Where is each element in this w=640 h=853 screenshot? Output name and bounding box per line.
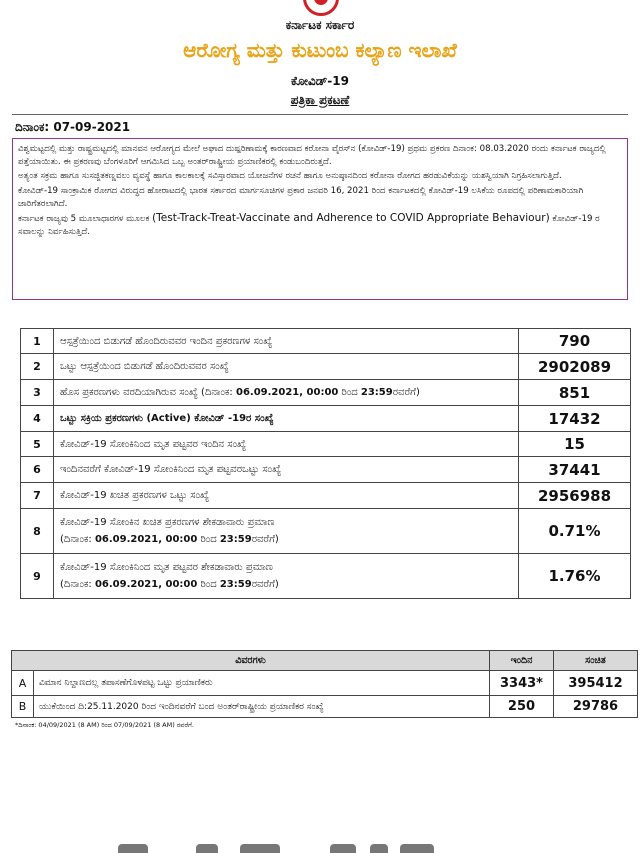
table-row: [21, 457, 631, 483]
row-letter: B: [12, 696, 34, 718]
header-divider: [12, 114, 628, 115]
karnataka-emblem-icon: [300, 0, 342, 18]
row-number: 4: [21, 406, 54, 432]
row-description: [54, 380, 519, 406]
row-description: ಕೋವಿಡ್-19 ಖಚಿತ ಪ್ರಕರಣಗಳ ಒಟ್ಟು ಸಂಖ್ಯೆ: [54, 483, 519, 509]
row-number: 6: [21, 457, 54, 483]
row-value: 37441: [519, 457, 631, 483]
desc-subline: [60, 531, 512, 548]
footnote: *ದಿನಾಂಕ: 04/09/2021 (8 AM) ರಿಂದ 07/09/2021 (8 AM) ರವರೆಗೆ.: [15, 721, 194, 729]
intro-paragraph-4: [18, 212, 622, 239]
desc-part: ಹೊಸ ಪ್ರಕರಣಗಳು ವರದಿಯಾಗಿರುವ ಸಂಖ್ಯೆ (ದಿನಾಂಕ:: [60, 387, 236, 398]
desc-part: ರವರೆಗೆ): [251, 534, 279, 545]
table-row: [21, 380, 631, 406]
desc-bold: 23:59: [219, 579, 252, 590]
table-row: [21, 406, 631, 432]
header-cumulative: ಸಂಚಿತ: [554, 651, 638, 671]
row-cumulative: 29786: [554, 696, 638, 718]
press-release-title: ಪತ್ರಿಕಾ ಪ್ರಕಟಣೆ: [290, 93, 350, 107]
row-letter: A: [12, 671, 34, 696]
desc-bold: 06.09.2021, 00:00: [94, 534, 198, 545]
table-row: [21, 483, 631, 509]
table-row: [21, 432, 631, 457]
header-today: ಇಂದಿನ: [490, 651, 554, 671]
desc-line: ಕೋವಿಡ್-19 ಸೋಂಕಿನಿಂದ ಮೃತ ಪಟ್ಟವರ ಶೇಕಡಾವಾರು ಪ್ರಮಾಣ: [60, 562, 273, 573]
intro-p4-english: (Test-Track-Treat-Vaccinate and Adherence to COVID Appropriate Behaviour): [152, 212, 550, 225]
intro-paragraph-3: ಕೋವಿಡ್-19 ಸಾಂಕ್ರಾಮಿಕ ರೋಗದ ವಿರುದ್ಧದ ಹೋರಾಟದಲ್ಲಿ ಭಾರತ ಸರ್ಕಾರದ ಮಾರ್ಗಸೂಚಿಗಳ ಪ್ರಕಾರ ಜನವರಿ 16, 2021 ರಿಂದ ಕರ್ನಾಟಕದಲ್ಲಿ ಕೋವಿಡ್-19 ಲಸಿಕೆಯ ರೂಪದಲ್ಲಿ ಪರಿಣಾಮಕಾರಿಯಾಗಿ ಜಾರಿಗೆತರಲಾಗಿದೆ.: [18, 185, 584, 209]
department-title: ಆರೋಗ್ಯ ಮತ್ತು ಕುಟುಂಬ ಕಲ್ಯಾಣ ಇಲಾಖೆ: [183, 38, 457, 62]
row-number: 8: [21, 509, 54, 554]
table-row: [12, 696, 638, 718]
travel-table: [11, 650, 638, 718]
desc-part: (ದಿನಾಂಕ:: [60, 534, 95, 545]
row-today: 250: [490, 696, 554, 718]
row-cumulative: 395412: [554, 671, 638, 696]
desc-part: ರವರೆಗೆ): [392, 387, 420, 398]
row-number: 3: [21, 380, 54, 406]
row-number: 2: [21, 354, 54, 380]
desc-part: ರವರೆಗೆ): [251, 579, 279, 590]
row-description: ಒಟ್ಟು ಆಸ್ಪತ್ರೆಯಿಂದ ಬಿಡುಗಡೆ ಹೊಂದಿರುವವರ ಸಂಖ್ಯೆ: [54, 354, 519, 380]
desc-bold: 06.09.2021, 00:00: [94, 579, 198, 590]
table-row: [21, 509, 631, 554]
release-date: ದಿನಾಂಕ: 07-09-2021: [15, 120, 131, 134]
row-value: 1.76%: [519, 554, 631, 599]
intro-p4-pre: ಕರ್ನಾಟಕ ರಾಜ್ಯವು 5 ಮೂಲಾಧಾರಗಳ ಮೂಲಕ: [18, 214, 153, 225]
table-row: [21, 329, 631, 354]
intro-box: [12, 138, 628, 300]
row-description: ಕೋವಿಡ್-19 ಸೋಂಕಿನಿಂದ ಮೃತ ಪಟ್ಟವರ ಇಂದಿನ ಸಂಖ್ಯೆ: [54, 432, 519, 457]
desc-part: (ದಿನಾಂಕ:: [60, 579, 95, 590]
row-today: 3343*: [490, 671, 554, 696]
desc-part: ರಿಂದ: [197, 534, 220, 545]
desc-subline: [60, 576, 512, 593]
subject-title: ಕೋವಿಡ್-19: [291, 74, 349, 88]
government-title: ಕರ್ನಾಟಕ ಸರ್ಕಾರ: [285, 18, 355, 32]
desc-bold: 23:59: [360, 387, 393, 398]
stats-table: [20, 328, 631, 599]
intro-paragraph-2: ಅತ್ಯಂತ ಸಕ್ರಮ ಹಾಗೂ ಸುಸಜ್ಜಿತಕಣ್ಣವಲು ವ್ಯವಸ್ಥೆ ಹಾಗೂ ಕಾಲಕಾಲಕ್ಕೆ ಸವಿಸ್ತಾರವಾದ ಯೋಜನೆಗಳ ರಚನೆ ಹಾಗೂ ಅನುಷ್ಠಾನದಿಂದ ಕರೋನಾ ರೋಗದ ಹರಡುವಿಕೆಯನ್ನು ಯಶಸ್ವಿಯಾಗಿ ನಿಗ್ರಹಿಸಲಾಗುತ್ತಿದೆ.: [18, 171, 562, 182]
row-number: 7: [21, 483, 54, 509]
row-value: 15: [519, 432, 631, 457]
desc-part: ರಿಂದ: [197, 579, 220, 590]
row-description: ಇಂದಿನವರೆಗೆ ಕೋವಿಡ್-19 ಸೋಂಕಿನಿಂದ ಮೃತ ಪಟ್ಟವರಒಟ್ಟು ಸಂಖ್ಯೆ: [54, 457, 519, 483]
row-value: 0.71%: [519, 509, 631, 554]
row-value: 790: [519, 329, 631, 354]
header-details: ವಿವರಗಳು: [12, 651, 490, 671]
row-value: 2956988: [519, 483, 631, 509]
row-number: 1: [21, 329, 54, 354]
desc-bold: 23:59: [219, 534, 252, 545]
row-description: [54, 406, 519, 432]
row-description: ವಿಮಾನ ನಿಲ್ದಾಣದಲ್ಲ ತಪಾಸಣೆಗೊಳಪಟ್ಟ ಒಟ್ಟು ಪ್ರಯಾಣಿಕರು: [34, 671, 490, 696]
row-value: 851: [519, 380, 631, 406]
row-description: [54, 554, 519, 599]
desc-bold: 06.09.2021, 00:00: [235, 387, 339, 398]
intro-paragraph-1: ವಿಶ್ವಮಟ್ಟದಲ್ಲಿ ಮತ್ತು ರಾಷ್ಟ್ರಮಟ್ಟದಲ್ಲಿ ಮಾನವನ ಆರೋಗ್ಯದ ಮೇಲೆ ಅಘಾದ ದುಷ್ಪರಿಣಾಮಕ್ಕೆ ಕಾರಣವಾದ ಕರೋನಾ ವೈರಸ್‌ನ (ಕೋವಿಡ್-19) ಪ್ರಥಮ ಪ್ರಕರಣ ದಿನಾಂಕ: 08.03.2020 ರಂದು ಕರ್ನಾಟಕ ರಾಜ್ಯದಲ್ಲಿ ಪತ್ತೆಯಾಯಿತು. ಈ ಪ್ರಕರಣವು ಬೆಂಗಳೂರಿಗೆ ಆಗಮಿಸಿದ ಒಬ್ಬ ಅಂತರ್‌ರಾಷ್ಟ್ರೀಯ ಪ್ರಯಾಣಿಕರಲ್ಲಿ ಕಂಡುಬಂದಿರುತ್ತದೆ.: [18, 144, 606, 168]
row-number: 5: [21, 432, 54, 457]
travel-table-header: [12, 651, 638, 671]
desc-part: ರಿಂದ: [338, 387, 361, 398]
row-description: [54, 509, 519, 554]
row-number: 9: [21, 554, 54, 599]
row-description: ಆಸ್ಪತ್ರೆಯಿಂದ ಬಿಡುಗಡೆ ಹೊಂದಿರುವವರ ಇಂದಿನ ಪ್ರಕರಣಗಳ ಸಂಖ್ಯೆ: [54, 329, 519, 354]
table-row: [21, 554, 631, 599]
row-value: 2902089: [519, 354, 631, 380]
desc-line: ಕೋವಿಡ್-19 ಸೋಂಕಿನ ಖಚಿತ ಪ್ರಕರಣಗಳ ಶೇಕಡಾವಾರು ಪ್ರಮಾಣ: [60, 517, 275, 528]
table-row: [21, 354, 631, 380]
desc-bold: ಒಟ್ಟು ಸಕ್ರಿಯ ಪ್ರಕರಣಗಳು (Active) ಕೋವಿಡ್ -19ರ ಸಂಖ್ಯೆ: [60, 413, 274, 424]
table-row: [12, 671, 638, 696]
row-value: 17432: [519, 406, 631, 432]
next-page-peek: [0, 840, 640, 853]
intro-p4-post: ಕೋವಿಡ್-19 ರ ಸವಾಲನ್ನು ನಿರ್ವಹಿಸುತ್ತಿದೆ.: [18, 214, 600, 238]
row-description: ಯುಕೆಯಿಂದ ದಿ:25.11.2020 ರಿಂದ ಇಂದಿನವರೆಗೆ ಬಂದ ಅಂತರ್‌ರಾಷ್ಟ್ರೀಯ ಪ್ರಯಾಣಿಕರ ಸಂಖ್ಯೆ: [34, 696, 490, 718]
